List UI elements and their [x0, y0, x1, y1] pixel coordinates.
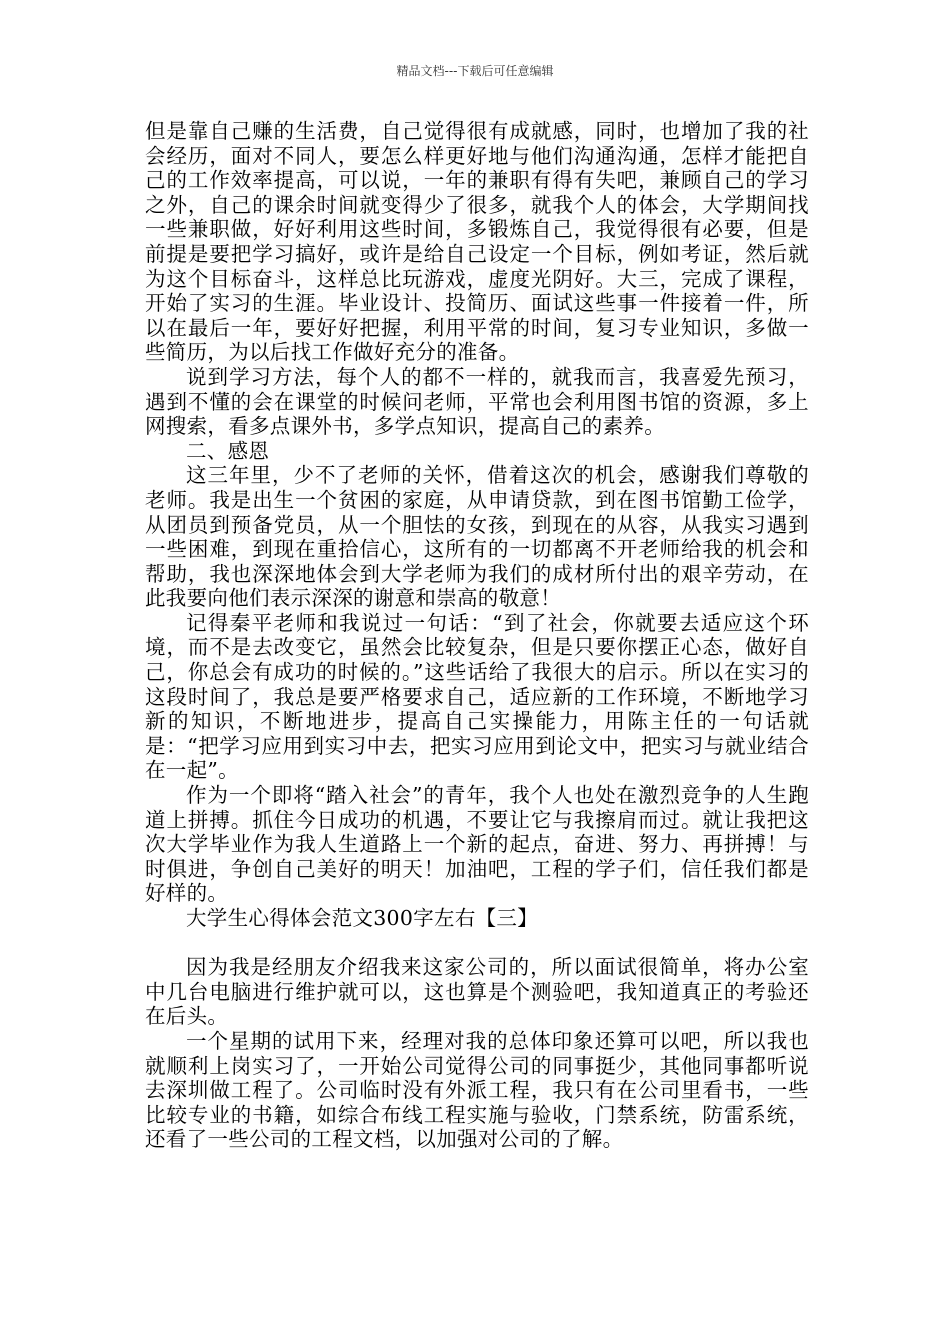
paragraph-interview: 因为我是经朋友介绍我来这家公司的，所以面试很简单，将办公室中几台电脑进行维护就可以，这也算是个测验吧，我知道真正的考验还在后头。 — [145, 955, 809, 1029]
paragraph-youth-struggle: 作为一个即将“踏入社会”的青年，我个人也处在激烈竞争的人生跑道上拼搏。抓住今日成功的机遇，不要让它与我擦肩而过。就让我把这次大学毕业作为我人生道路上一个新的起点，奋进、努力、再拼搏！与时俱进，争创自己美好的明天！加油吧，工程的学子们，信任我们都是好样的。 — [145, 783, 809, 906]
paragraph-continuation: 但是靠自己赚的生活费，自己觉得很有成就感，同时，也增加了我的社会经历，面对不同人，要怎么样更好地与他们沟通沟通，怎样才能把自己的工作效率提高，可以说，一年的兼职有得有失吧，兼顾自己的学习之外，自己的课余时间就变得少了很多，就我个人的体会，大学期间找一些兼职做，好好利用这些时间，多锻炼自己，我觉得很有必要，但是前提是要把学习搞好，或许是给自己设定一个目标，例如考证，然后就为这个目标奋斗，这样总比玩游戏，虚度光阴好。大三，完成了课程，开始了实习的生涯。毕业设计、投简历、面试这些事一件接着一件，所以在最后一年，要好好把握，利用平常的时间，复习专业知识，多做一些简历，为以后找工作做好充分的准备。 — [145, 119, 809, 365]
blank-line — [145, 931, 809, 956]
document-body — [145, 119, 809, 1152]
section-title-essay-three: 大学生心得体会范文300字左右【三】 — [186, 906, 539, 930]
paragraph-study-method: 说到学习方法，每个人的都不一样的，就我而言，我喜爱先预习，遇到不懂的会在课堂的时候问老师，平常也会利用图书馆的资源，多上网搜索，看多点课外书，多学点知识，提高自己的素养。 — [145, 364, 809, 439]
paragraph-thanks-teachers: 这三年里，少不了老师的关怀，借着这次的机会，感谢我们尊敬的老师。我是出生一个贫困的家庭，从申请贷款，到在图书馆勤工俭学，从团员到预备党员，从一个胆怯的女孩，到现在的从容，从我实习遇到一些困难，到现在重拾信心，这所有的一切都离不开老师给我的机会和帮助，我也深深地体会到大学老师为我们的成材所付出的艰辛劳动，在此我要向他们表示深深的谢意和崇高的敬意！ — [145, 463, 809, 611]
paragraph-trial-period: 一个星期的试用下来，经理对我的总体印象还算可以吧，所以我也就顺利上岗实习了，一开始公司觉得公司的同事挺少，其他同事都听说去深圳做工程了。公司临时没有外派工程，我只有在公司里看书，一些比较专业的书籍，如综合布线工程实施与验收，门禁系统，防雷系统，还看了一些公司的工程文档，以加强对公司的了解。 — [145, 1028, 809, 1152]
section-heading-gratitude: 二、感恩 — [186, 438, 270, 463]
page-header: 精品文档---下载后可任意编辑 — [396, 64, 554, 78]
paragraph-teacher-quote: 记得秦平老师和我说过一句话：“到了社会，你就要去适应这个环境，而不是去改变它，虽然会比较复杂，但是只要你摆正心态，做好自己，你总会有成功的时候的。”这些话给了我很大的启示。所以在实习的这段时间了，我总是要严格要求自己，适应新的工作环境，不断地学习新的知识，不断地进步，提高自己实操能力，用陈主任的一句话就是：“把学习应用到实习中去，把实习应用到论文中，把实习与就业结合在一起”。 — [145, 610, 809, 783]
